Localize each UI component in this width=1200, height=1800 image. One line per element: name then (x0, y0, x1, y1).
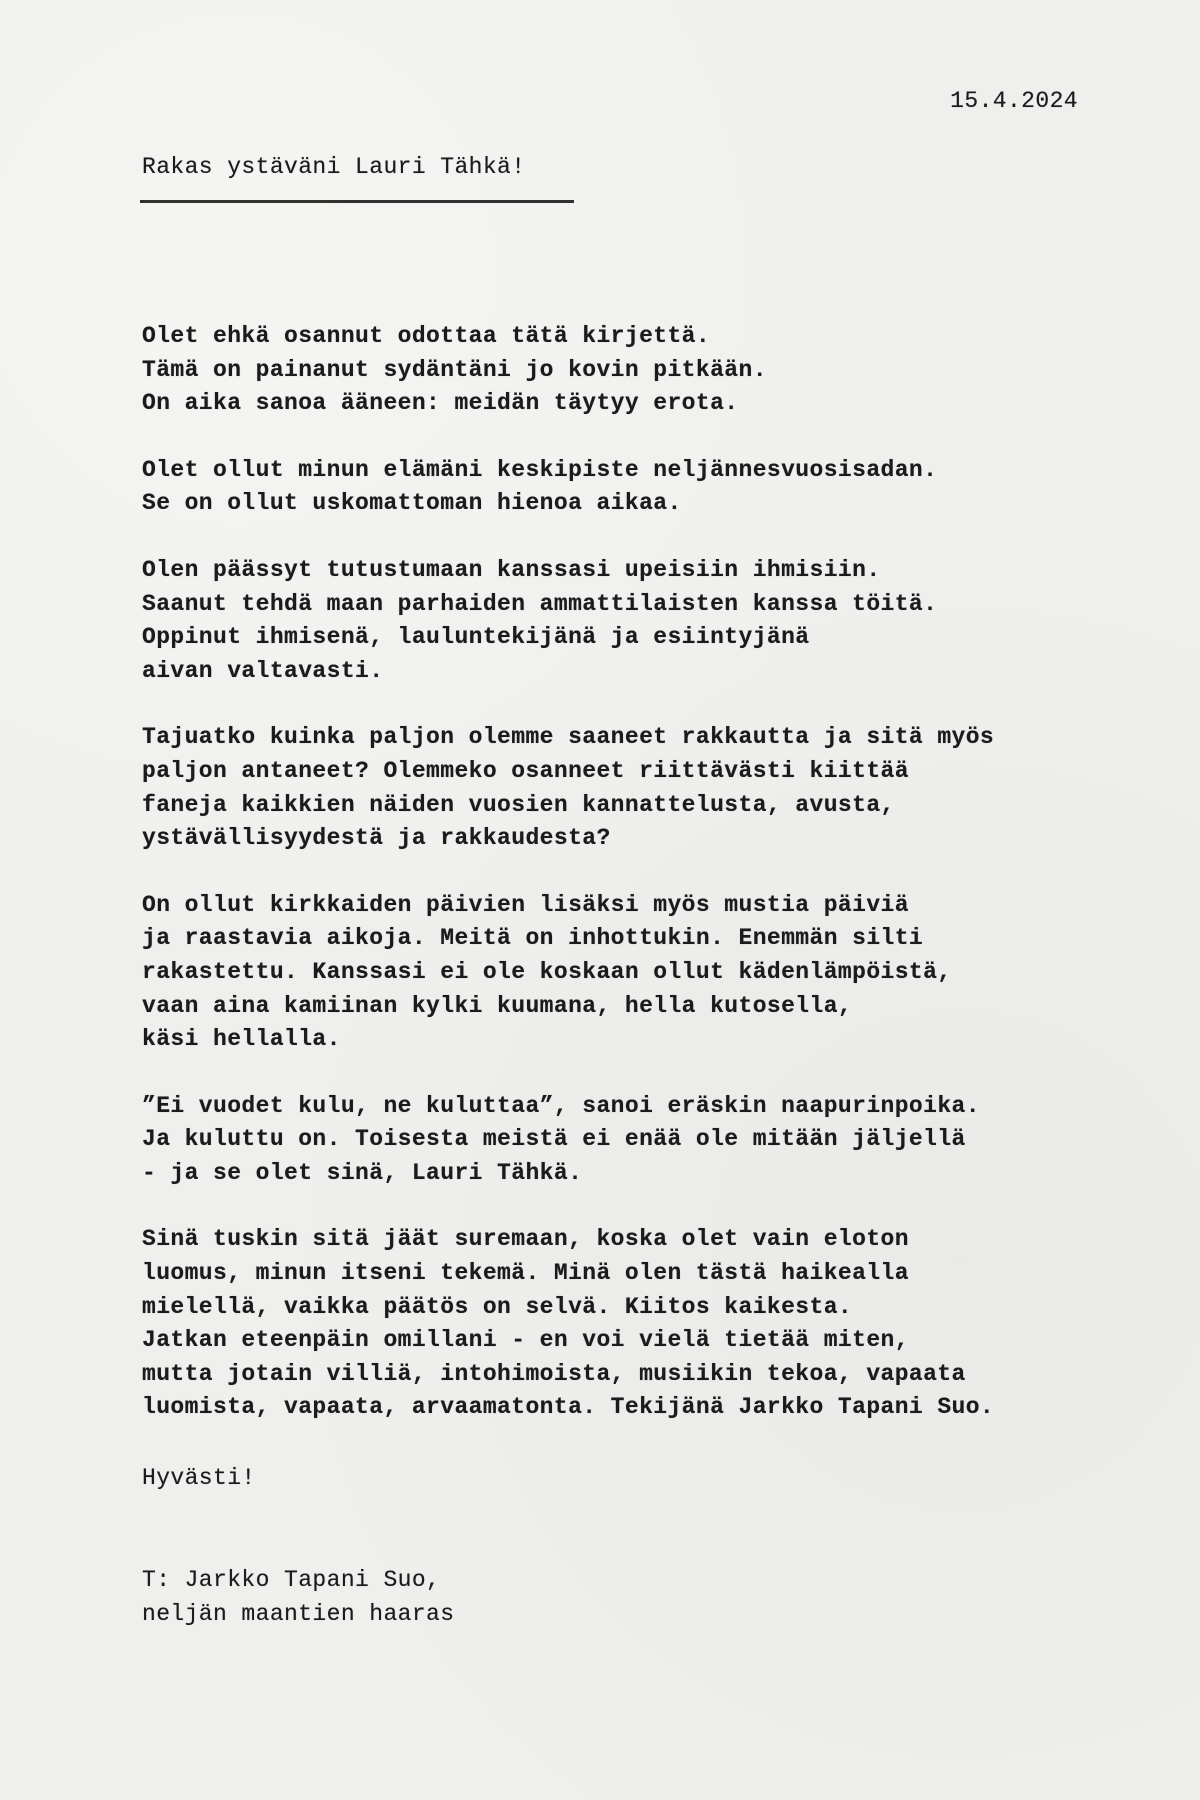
text-line: Tämä on painanut sydäntäni jo kovin pitkään. (142, 356, 767, 383)
text-line: - ja se olet sinä, Lauri Tähkä. (142, 1159, 583, 1186)
letter-salutation: Rakas ystäväni Lauri Tähkä! (142, 154, 526, 180)
letter-signature (142, 1564, 454, 1631)
paragraph-2 (142, 454, 1102, 521)
letter-closing: Hyvästi! (142, 1465, 256, 1491)
text-line: Saanut tehdä maan parhaiden ammattilaisten kanssa töitä. (142, 590, 938, 617)
text-line: Oppinut ihmisenä, lauluntekijänä ja esiintyjänä (142, 624, 810, 651)
signature-name: T: Jarkko Tapani Suo, (142, 1567, 441, 1593)
text-line: aivan valtavasti. (142, 657, 384, 684)
text-line: faneja kaikkien näiden vuosien kannattelusta, avusta, (142, 791, 895, 818)
text-line: mielellä, vaikka päätös on selvä. Kiitos kaikesta. (142, 1293, 853, 1320)
paragraph-5 (142, 889, 1102, 1057)
text-line: Sinä tuskin sitä jäät suremaan, koska olet vain eloton (142, 1226, 909, 1253)
paragraph-4 (142, 721, 1102, 855)
text-line: luomista, vapaata, arvaamatonta. Tekijänä Jarkko Tapani Suo. (142, 1394, 995, 1421)
text-line: mutta jotain villiä, intohimoista, musiikin tekoa, vapaata (142, 1360, 966, 1387)
text-line: Olet ollut minun elämäni keskipiste neljännesvuosisadan. (142, 456, 938, 483)
text-line: Tajuatko kuinka paljon olemme saaneet rakkautta ja sitä myös (142, 724, 995, 751)
text-line: ”Ei vuodet kulu, ne kuluttaa”, sanoi eräskin naapurinpoika. (142, 1092, 980, 1119)
text-line: vaan aina kamiinan kylki kuumana, hella kutosella, (142, 992, 853, 1019)
text-line: Se on ollut uskomattoman hienoa aikaa. (142, 490, 682, 517)
text-line: Ja kuluttu on. Toisesta meistä ei enää ole mitään jäljellä (142, 1126, 966, 1153)
text-line: paljon antaneet? Olemmeko osanneet riittävästi kiittää (142, 757, 909, 784)
paragraph-7 (142, 1223, 1102, 1425)
salutation-underline (140, 200, 574, 203)
text-line: ja raastavia aikoja. Meitä on inhottukin. Enemmän silti (142, 925, 924, 952)
text-line: Olet ehkä osannut odottaa tätä kirjettä. (142, 323, 711, 349)
text-line: käsi hellalla. (142, 1026, 341, 1053)
signature-place: neljän maantien haaras (142, 1600, 455, 1627)
text-line: rakastettu. Kanssasi ei ole koskaan ollut kädenlämpöistä, (142, 958, 952, 985)
text-line: ystävällisyydestä ja rakkaudesta? (142, 825, 611, 852)
paragraph-6 (142, 1090, 1102, 1191)
text-line: Jatkan eteenpäin omillani - en voi vielä tietää miten, (142, 1327, 909, 1354)
letter-date: 15.4.2024 (950, 88, 1078, 114)
paragraph-3 (142, 554, 1102, 688)
letter-body (142, 320, 1102, 1458)
text-line: On ollut kirkkaiden päivien lisäksi myös mustia päiviä (142, 891, 909, 918)
text-line: luomus, minun itseni tekemä. Minä olen tästä haikealla (142, 1260, 909, 1287)
text-line: Olen päässyt tutustumaan kanssasi upeisiin ihmisiin. (142, 556, 881, 583)
text-line: On aika sanoa ääneen: meidän täytyy erota. (142, 390, 739, 417)
paragraph-1 (142, 320, 1102, 421)
